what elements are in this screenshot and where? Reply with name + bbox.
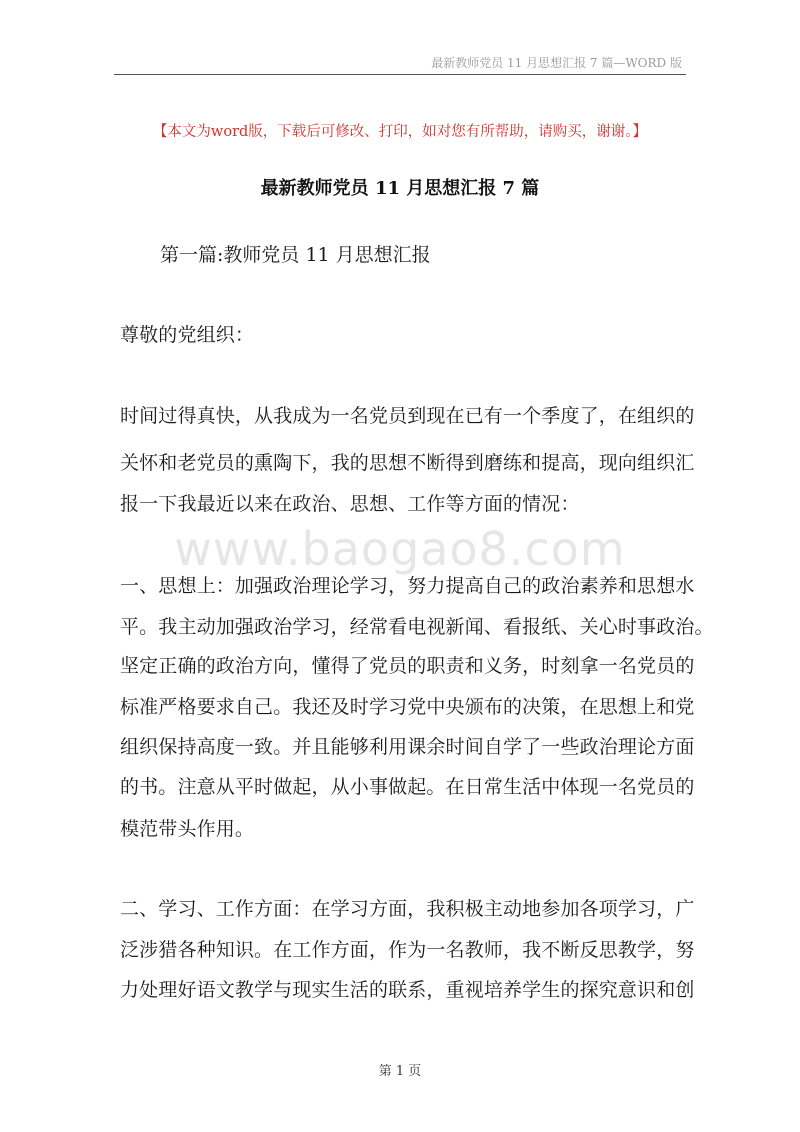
paragraph-line: 关怀和老党员的熏陶下，我的思想不断得到磨练和提高，现向组织汇 bbox=[120, 452, 695, 474]
paragraph-line: 泛涉猎各种知识。在工作方面，作为一名教师，我不断反思教学，努 bbox=[120, 939, 695, 961]
paragraph-line: 平。我主动加强政治学习，经常看电视新闻、看报纸、关心时事政治。 bbox=[120, 616, 714, 638]
header-divider bbox=[114, 74, 686, 75]
paragraph-line: 时间过得真快，从我成为一名党员到现在已有一个季度了，在组织的 bbox=[120, 405, 695, 427]
paragraph-line: 标准严格要求自己。我还及时学习党中央颁布的决策，在思想上和党 bbox=[120, 696, 695, 718]
page-number: 第 1 页 bbox=[378, 1064, 422, 1079]
paragraph-line: 报一下我最近以来在政治、思想、工作等方面的情况： bbox=[120, 493, 580, 515]
purchase-notice: 【本文为word版，下载后可修改、打印，如对您有所帮助，请购买，谢谢。】 bbox=[152, 124, 648, 140]
paragraph-line: 模范带头作用。 bbox=[120, 818, 255, 840]
paragraph-line: 力处理好语文教学与现实生活的联系，重视培养学生的探究意识和创 bbox=[120, 979, 695, 1001]
document-title: 最新教师党员 11 月思想汇报 7 篇 bbox=[260, 178, 540, 199]
running-header: 最新教师党员 11 月思想汇报 7 篇—WORD 版 bbox=[431, 56, 682, 70]
section-heading: 第一篇:教师党员 11 月思想汇报 bbox=[160, 244, 431, 266]
paragraph-line: 二、学习、工作方面：在学习方面，我积极主动地参加各项学习，广 bbox=[120, 898, 695, 920]
paragraph-line: 的书。注意从平时做起，从小事做起。在日常生活中体现一名党员的 bbox=[120, 776, 695, 798]
paragraph-line: 一、思想上：加强政治理论学习，努力提高自己的政治素养和思想水 bbox=[120, 575, 695, 597]
paragraph-line: 组织保持高度一致。并且能够利用课余时间自学了一些政治理论方面 bbox=[120, 736, 695, 758]
watermark: www.baogao8.com bbox=[174, 522, 626, 576]
salutation: 尊敬的党组织： bbox=[120, 324, 255, 346]
paragraph-line: 坚定正确的政治方向，懂得了党员的职责和义务，时刻拿一名党员的 bbox=[120, 655, 695, 677]
